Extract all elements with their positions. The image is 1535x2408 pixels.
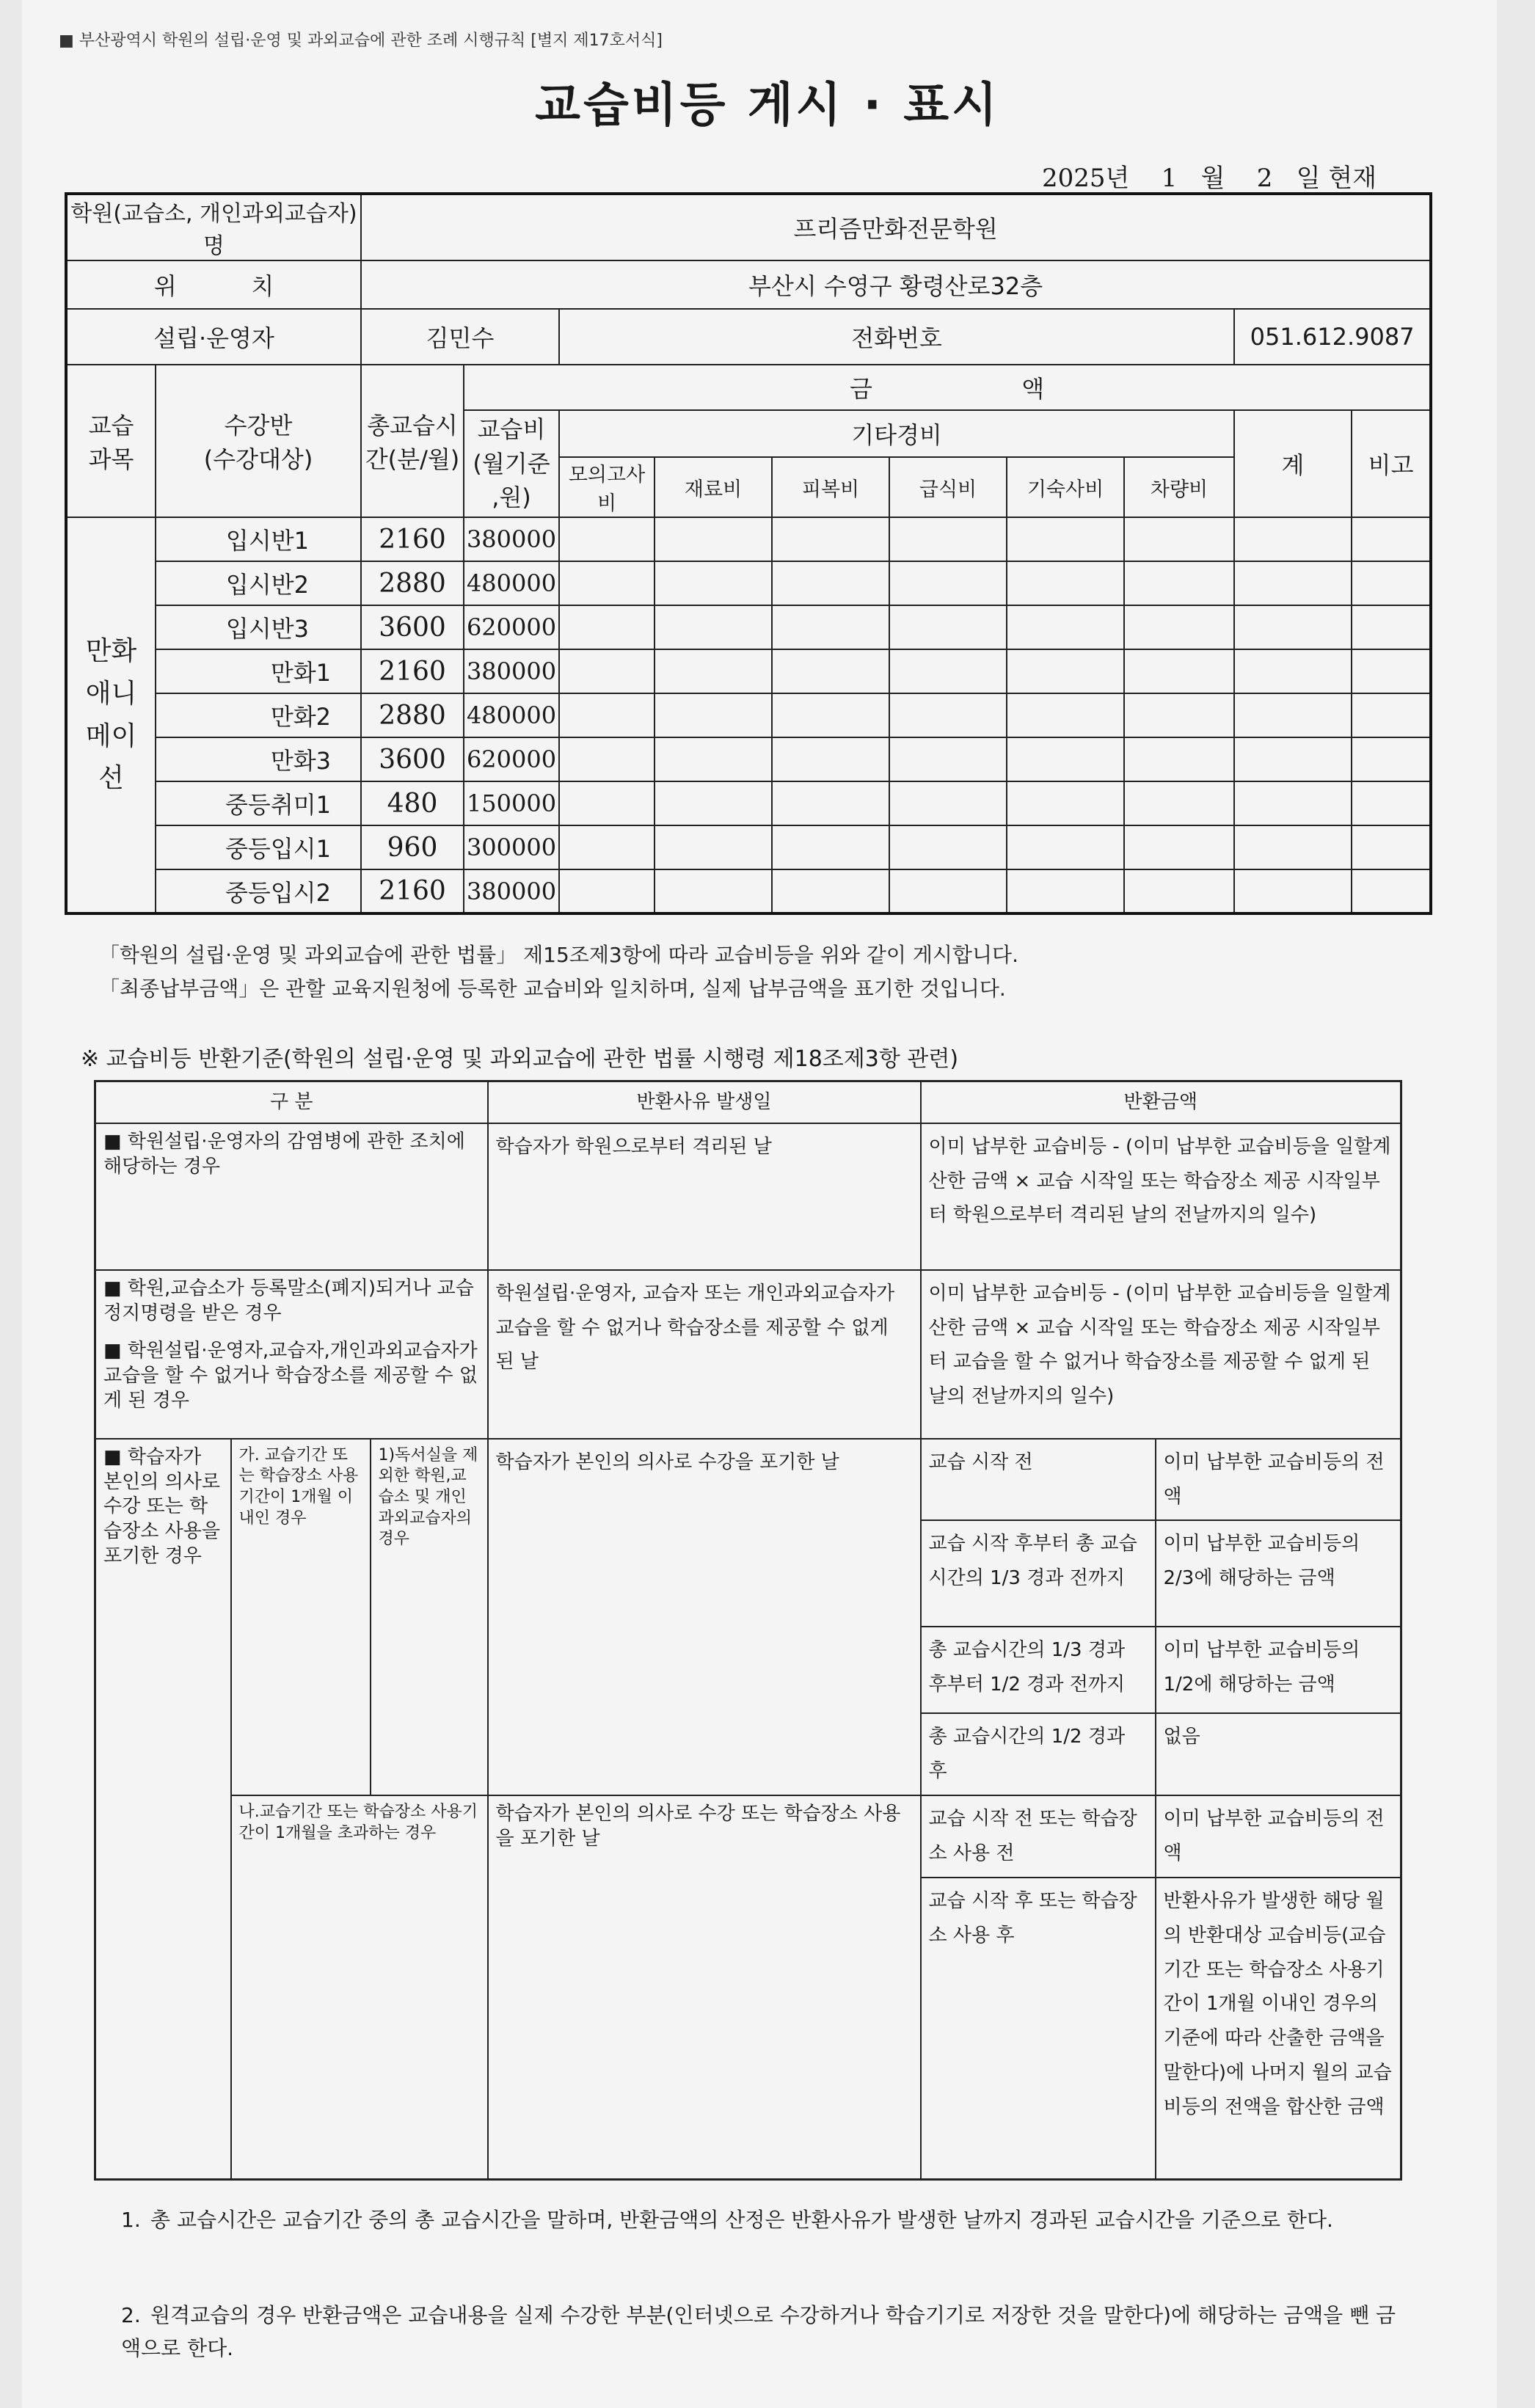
refund-category-withdrawal: ■ 학습자가 본인의 의사로 수강 또는 학습장소 사용을 포기한 경우 — [95, 1439, 231, 1796]
tuition-cell: 150000 — [464, 781, 559, 825]
notice-line: 「최종납부금액」은 관할 교육지원청에 등록한 교습비와 일치하며, 실제 납부금액을 표기한 것입니다. — [99, 977, 1006, 1001]
footnote-number: 1. — [121, 2208, 141, 2232]
table-row — [66, 605, 1431, 649]
footnote-text: 총 교습시간은 교습기간 중의 총 교습시간을 말하며, 반환금액의 산정은 반환사유가 발생한 날까지 경과된 교습시간을 기준으로 한다. — [150, 2208, 1333, 2232]
refund-when: 총 교습시간의 1/3 경과 후부터 1/2 경과 전까지 — [921, 1627, 1156, 1713]
hours-cell: 2160 — [361, 517, 464, 561]
refund-reason-under-month: 학습자가 본인의 의사로 수강을 포기한 날 — [488, 1439, 921, 1796]
table-row — [66, 649, 1431, 693]
tuition-cell: 620000 — [464, 737, 559, 781]
table-row — [66, 825, 1431, 869]
other-item-header: 기숙사비 — [1007, 457, 1124, 517]
other-item-header: 급식비 — [889, 457, 1007, 517]
tuition-cell: 620000 — [464, 605, 559, 649]
tuition-cell: 480000 — [464, 693, 559, 737]
note-header: 비고 — [1352, 410, 1431, 517]
hours-cell: 960 — [361, 825, 464, 869]
hours-cell: 3600 — [361, 737, 464, 781]
location-value: 부산시 수영구 황령산로32층 — [361, 260, 1431, 309]
source-regulation-line: ■ 부산광역시 학원의 설립·운영 및 과외교습에 관한 조례 시행규칙 [별지 제17호서식] — [59, 32, 663, 50]
footnote-number: 2. — [121, 2303, 141, 2327]
hours-cell: 2160 — [361, 869, 464, 913]
class-name: 만화1 — [156, 649, 361, 693]
class-name: 입시반2 — [156, 561, 361, 605]
tuition-cell: 380000 — [464, 517, 559, 561]
refund-amount-quarantine: 이미 납부한 교습비등 - (이미 납부한 교습비등을 일할계산한 금액 × 교습 시작일 또는 학습장소 제공 시작일부터 학원으로부터 격리된 날의 전날까지의 일수) — [921, 1123, 1401, 1270]
tuition-header: 교습비 (월기준 ,원) — [464, 410, 559, 517]
refund-amount-cell: 반환사유가 발생한 해당 월의 반환대상 교습비등(교습기간 또는 학습장소 사용기간이 1개월 이내인 경우의 기준에 따라 산출한 금액을 말한다)에 나머지 월의 교습비등의 전액을 합산한 금액 — [1156, 1878, 1401, 2180]
class-name: 중등입시1 — [156, 825, 361, 869]
total-header: 계 — [1234, 410, 1352, 517]
hours-cell: 2880 — [361, 693, 464, 737]
footnote — [121, 2204, 1412, 2237]
academy-name-value: 프리즘만화전문학원 — [361, 194, 1431, 260]
document-title: 교습비등 게시 · 표시 — [535, 79, 1000, 133]
phone-label: 전화번호 — [559, 309, 1234, 365]
table-row — [66, 517, 1431, 561]
refund-reason-header: 반환사유 발생일 — [488, 1081, 921, 1123]
refund-amount-cell: 없음 — [1156, 1713, 1401, 1795]
table-row — [66, 561, 1431, 605]
hours-cell: 2160 — [361, 649, 464, 693]
academy-name-label: 학원(교습소, 개인과외교습자)명 — [66, 194, 361, 260]
refund-amount-cell: 이미 납부한 교습비등의 2/3에 해당하는 금액 — [1156, 1520, 1401, 1627]
refund-when: 교습 시작 전 — [921, 1439, 1156, 1521]
class-name: 중등입시2 — [156, 869, 361, 913]
other-item-header: 차량비 — [1124, 457, 1234, 517]
refund-heading: ※ 교습비등 반환기준(학원의 설립·운영 및 과외교습에 관한 법률 시행령 제18조제3항 관련) — [81, 1046, 959, 1072]
refund-when: 교습 시작 후부터 총 교습시간의 1/3 경과 전까지 — [921, 1520, 1156, 1627]
subject-name: 만화 애니 메이 선 — [66, 517, 156, 913]
amount-header: 금 액 — [464, 365, 1431, 410]
fee-table — [65, 192, 1432, 915]
refund-category-closure: ■ 학원,교습소가 등록말소(폐지)되거나 교습정지명령을 받은 경우 — [103, 1277, 474, 1324]
table-row — [66, 693, 1431, 737]
refund-sub-under-month: 가. 교습기간 또는 학습장소 사용기간이 1개월 이내인 경우 — [231, 1439, 371, 1796]
refund-when: 총 교습시간의 1/2 경과 후 — [921, 1713, 1156, 1795]
phone-value: 051.612.9087 — [1234, 309, 1431, 365]
hours-cell: 480 — [361, 781, 464, 825]
refund-reason-quarantine: 학습자가 학원으로부터 격리된 날 — [488, 1123, 921, 1270]
refund-amount-header: 반환금액 — [921, 1081, 1401, 1123]
refund-category-unable: ■ 학원설립·운영자,교습자,개인과외교습자가 교습을 할 수 없거나 학습장소를 제공할 수 없게 된 경우 — [103, 1340, 478, 1412]
hours-cell: 3600 — [361, 605, 464, 649]
class-name: 만화3 — [156, 737, 361, 781]
table-row — [66, 737, 1431, 781]
class-name: 만화2 — [156, 693, 361, 737]
location-label: 위 치 — [66, 260, 361, 309]
class-name: 중등취미1 — [156, 781, 361, 825]
refund-category-quarantine: ■ 학원설립·운영자의 감염병에 관한 조치에 해당하는 경우 — [95, 1123, 488, 1270]
refund-amount-cell: 이미 납부한 교습비등의 전액 — [1156, 1439, 1401, 1521]
refund-sub-over-month: 나.교습기간 또는 학습장소 사용기간이 1개월을 초과하는 경우 — [231, 1795, 488, 2180]
refund-amount-closure: 이미 납부한 교습비등 - (이미 납부한 교습비등을 일할계산한 금액 × 교습 시작일 또는 학습장소 제공 시작일부터 교습을 할 수 없거나 학습장소를 제공할 수 없게 된 날의 전날까지의 일수) — [921, 1270, 1401, 1439]
refund-amount-cell: 이미 납부한 교습비등의 1/2에 해당하는 금액 — [1156, 1627, 1401, 1713]
hours-header: 총교습시 간(분/월) — [361, 365, 464, 517]
subject-header: 교습 과목 — [66, 365, 156, 517]
table-row — [66, 781, 1431, 825]
operator-label: 설립·운영자 — [66, 309, 361, 365]
other-expenses-header: 기타경비 — [559, 410, 1234, 457]
tuition-cell: 380000 — [464, 869, 559, 913]
other-item-header: 재료비 — [655, 457, 772, 517]
date-line: 2025년 1 월 2 일 현재 — [1042, 164, 1377, 193]
table-row — [66, 869, 1431, 913]
other-item-header: 모의고사비 — [559, 457, 655, 517]
class-name: 입시반1 — [156, 517, 361, 561]
class-header: 수강반 (수강대상) — [156, 365, 361, 517]
operator-value: 김민수 — [361, 309, 559, 365]
tuition-cell: 380000 — [464, 649, 559, 693]
refund-reason-over-month: 학습자가 본인의 의사로 수강 또는 학습장소 사용을 포기한 날 — [488, 1795, 921, 2180]
refund-category-header: 구 분 — [95, 1081, 488, 1123]
footnote — [121, 2299, 1412, 2365]
refund-when: 교습 시작 후 또는 학습장소 사용 후 — [921, 1878, 1156, 2180]
refund-sub-under-month-note: 1)독서실을 제외한 학원,교습소 및 개인과외교습자의 경우 — [371, 1439, 488, 1796]
class-name: 입시반3 — [156, 605, 361, 649]
refund-reason-closure: 학원설립·운영자, 교습자 또는 개인과외교습자가 교습을 할 수 없거나 학습장소를 제공할 수 없게 된 날 — [488, 1270, 921, 1439]
footnote-text: 원격교습의 경우 반환금액은 교습내용을 실제 수강한 부분(인터넷으로 수강하거나 학습기기로 저장한 것을 말한다)에 해당하는 금액을 뺀 금액으로 한다. — [121, 2303, 1396, 2360]
refund-table — [94, 1080, 1402, 2181]
refund-when: 교습 시작 전 또는 학습장소 사용 전 — [921, 1795, 1156, 1878]
tuition-cell: 300000 — [464, 825, 559, 869]
hours-cell: 2880 — [361, 561, 464, 605]
other-item-header: 피복비 — [772, 457, 889, 517]
tuition-cell: 480000 — [464, 561, 559, 605]
notice-line: 「학원의 설립·운영 및 과외교습에 관한 법률」 제15조제3항에 따라 교습비등을 위와 같이 게시합니다. — [99, 943, 1018, 967]
refund-amount-cell: 이미 납부한 교습비등의 전액 — [1156, 1795, 1401, 1878]
